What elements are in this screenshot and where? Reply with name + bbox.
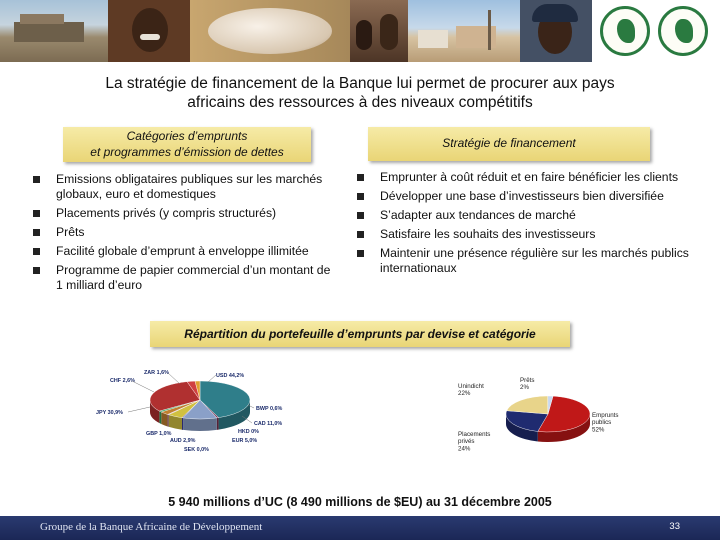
bullet-square-icon: [357, 231, 364, 238]
pie-leader-line: [128, 407, 150, 412]
currency-pie-chart: [88, 362, 318, 470]
list-item: S’adapter aux tendances de marché: [352, 208, 704, 223]
village-photo: [0, 0, 108, 62]
bullet-square-icon: [357, 212, 364, 219]
pie-label-sek-0-0: SEK 0,0%: [184, 447, 209, 453]
pie-label-emprunts: Emprunts publics 52%: [592, 412, 619, 434]
afdb-logo-panel: [592, 0, 720, 62]
pie-label-chf-2-6: CHF 2,6%: [110, 378, 135, 384]
list-item: Placements privés (y compris structurés): [28, 206, 338, 221]
list-item: Satisfaire les souhaits des investisseurs: [352, 227, 704, 242]
crowd-photo: [350, 0, 408, 62]
list-item: Emprunter à coût réduit et en faire bénéficier les clients: [352, 170, 704, 185]
pie-slice-side: [182, 418, 183, 430]
pie-label-usd-44-2: USD 44,2%: [216, 373, 245, 379]
list-item: Emissions obligataires publiques sur les marchés globaux, euro et domestiques: [28, 172, 338, 202]
pie-slice-side: [168, 414, 169, 426]
slide-title: [20, 74, 700, 112]
page-number: 33: [669, 521, 680, 532]
girl-portrait-photo: [520, 0, 592, 62]
pie-leader-line: [132, 381, 154, 392]
portfolio-total-caption: 5 940 millions d’UC (8 490 millions de $EU) au 31 décembre 2005: [168, 495, 552, 509]
slide-title-line1: La stratégie de financement de la Banque lui permet de procurer aux pays: [105, 75, 615, 92]
pie-slice-side: [159, 411, 161, 424]
list-item: Programme de papier commercial d’un montant de 1 milliard d’euro: [28, 263, 338, 293]
footer-organization: Groupe de la Banque Africaine de Développement: [40, 521, 263, 533]
financing-strategy-list: [352, 170, 704, 280]
pie-leader-line: [168, 373, 180, 384]
category-pie-chart: [440, 372, 650, 472]
footer-bar: [0, 516, 720, 540]
pie-label-unindicht: Unindicht 22%: [458, 383, 484, 398]
portfolio-breakdown-tab: Répartition du portefeuille d’emprunts par devise et catégorie: [150, 321, 570, 347]
borrowing-categories-tab: [63, 127, 311, 162]
pie-label-placements: Placements privés 24%: [458, 431, 491, 453]
pie-slice-unindicht: [507, 396, 548, 414]
bullet-square-icon: [357, 193, 364, 200]
pie-label-eur-5-0: EUR 5,0%: [232, 438, 258, 444]
financing-strategy-tab: Stratégie de financement: [368, 127, 650, 161]
pie-slice-side: [217, 418, 219, 430]
afdb-logo: [658, 6, 708, 56]
list-item: Prêts: [28, 225, 338, 240]
borrowing-categories-tab-line2: et programmes d’émission de dettes: [90, 145, 284, 159]
pie-label-aud-2-9: AUD 2,9%: [170, 438, 196, 444]
pie-label-bwp-0-6: BWP 0,6%: [256, 406, 283, 412]
pie-slice-side: [183, 418, 217, 431]
pie-label-hkd-0: HKD 0%: [238, 429, 259, 435]
slide-title-line2: africains des ressources à des niveaux compétitifs: [187, 94, 533, 111]
bullet-square-icon: [33, 210, 40, 217]
bullet-square-icon: [357, 250, 364, 257]
list-item: Développer une base d’investisseurs bien diversifiée: [352, 189, 704, 204]
list-item: Facilité globale d’emprunt à enveloppe illimitée: [28, 244, 338, 259]
photo-banner: [0, 0, 720, 62]
bullet-square-icon: [33, 176, 40, 183]
pie-label-gbp-1-0: GBP 1,0%: [146, 431, 172, 437]
pie-label-pr-ts: Prêts 2%: [520, 377, 535, 392]
bullet-square-icon: [357, 174, 364, 181]
list-item: Maintenir une présence régulière sur les marchés publics internationaux: [352, 246, 704, 276]
pie-label-zar-1-6: ZAR 1,6%: [144, 370, 169, 376]
bullet-square-icon: [33, 229, 40, 236]
pie-leader-line: [208, 375, 216, 382]
borrowing-categories-tab-line1: Catégories d’emprunts: [126, 129, 248, 143]
bullet-square-icon: [33, 267, 40, 274]
town-photo: [408, 0, 520, 62]
seashell-photo: [190, 0, 350, 62]
afdb-logo: [600, 6, 650, 56]
borrowing-categories-list: [28, 172, 338, 297]
pie-label-jpy-30-9: JPY 30,9%: [96, 410, 123, 416]
pie-label-cad-11-0: CAD 11,0%: [254, 421, 283, 427]
bullet-square-icon: [33, 248, 40, 255]
child-portrait-photo: [108, 0, 190, 62]
